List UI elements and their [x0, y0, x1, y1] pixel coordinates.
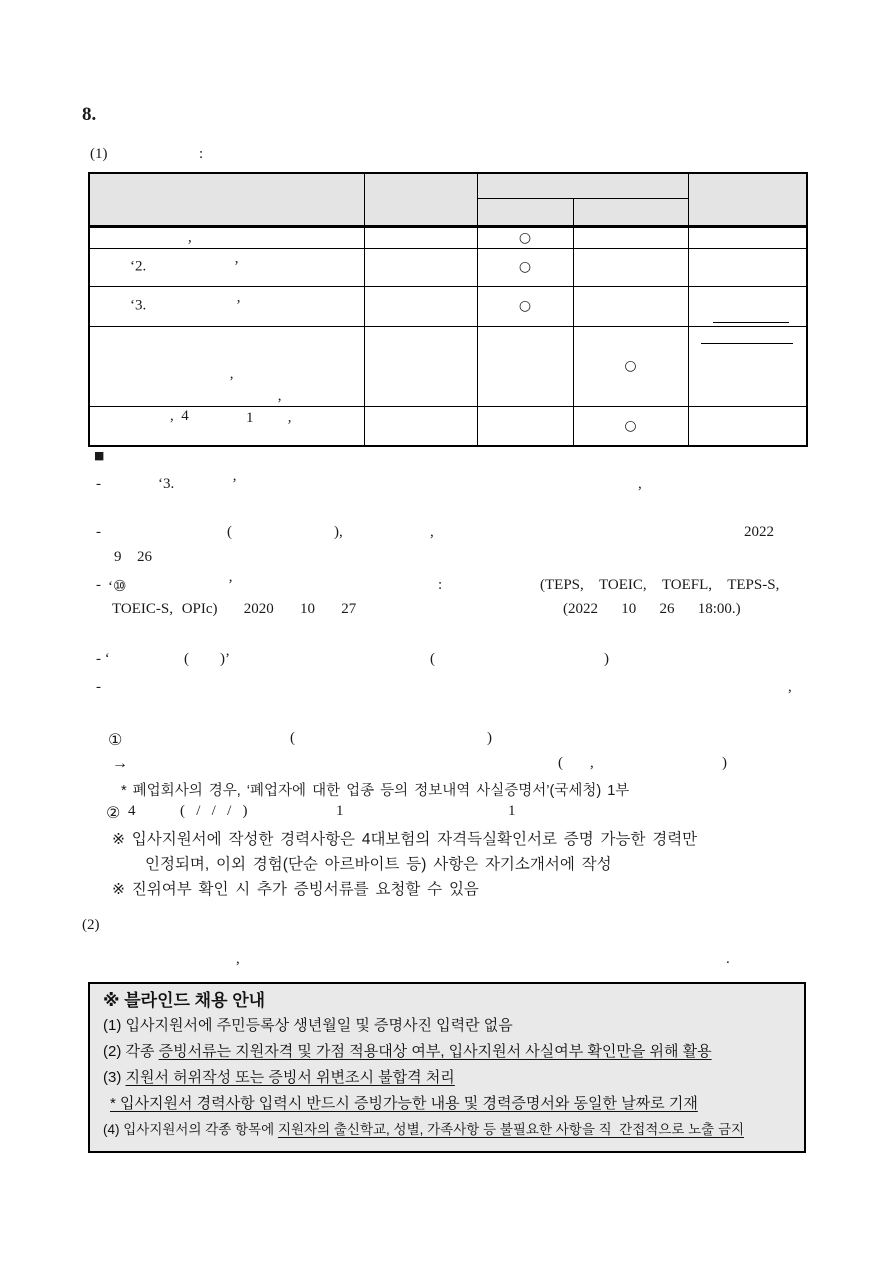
circled-2-icon: ② — [106, 805, 121, 822]
attachment-item-2 — [0, 803, 893, 825]
text-fragment: ‘⑩ — [108, 579, 127, 595]
text-fragment: , — [236, 951, 240, 967]
table-row-2 — [89, 248, 807, 286]
blank-underline — [701, 343, 793, 344]
note-line-5 — [0, 679, 893, 701]
text-fragment: ’ — [232, 476, 237, 492]
note-text: 인정되며, 이외 경험(단순 아르바이트 등) 사항은 자기소개서에 작성 — [145, 856, 612, 873]
closed-business-note — [0, 779, 893, 801]
row4-label-cell — [89, 326, 364, 426]
empty-cell — [688, 406, 807, 446]
text-fragment: ) — [722, 755, 727, 771]
summary-table — [88, 172, 808, 447]
test-list-fragment: TOEIC-S, OPIc) 2020 10 27 — [112, 601, 357, 617]
colon: : — [199, 146, 204, 162]
notice-item-3 — [103, 1065, 791, 1091]
subsection-2-line — [0, 917, 893, 939]
table-row-4 — [89, 326, 807, 406]
subsection-2-text-line — [0, 951, 893, 973]
row3-note-cell — [688, 286, 807, 326]
subsection-1-line — [0, 146, 893, 168]
notice-item-4-underlined: 지원자의 출신학교, 성별, 가족사항 등 불필요한 사항을 직 간접적으로 노출 금지 — [277, 1122, 745, 1137]
notice-item-3-underlined: 지원서 허위작성 또는 증빙서 위변조시 불합격 처리 — [125, 1069, 455, 1086]
text-fragment: , — [430, 524, 434, 540]
subsection-1-label: (1) — [90, 146, 108, 162]
header-col-4 — [688, 173, 807, 226]
text-fragment: ‘2. — [130, 258, 147, 275]
blank-underline — [713, 322, 789, 323]
header-subcol-2 — [573, 198, 688, 226]
text-fragment: ( — [558, 755, 563, 771]
text-fragment: , — [188, 229, 192, 245]
note-text: ※ 입사지원서에 작성한 경력사항은 4대보험의 자격득실확인서로 증명 가능한 경력만 — [112, 831, 698, 848]
text-fragment: ‘3. — [158, 476, 175, 492]
check-mark: ○ — [477, 286, 573, 326]
empty-cell — [688, 226, 807, 248]
row5-label-cell — [89, 406, 364, 446]
circled-1-icon: ① — [108, 732, 123, 749]
notice-item-3-prefix: (3) — [103, 1069, 126, 1086]
square-bullet-icon: ■ — [94, 449, 105, 462]
notice-item-1: (1) 입사지원서에 주민등록상 생년월일 및 증명사진 입력란 없음 — [103, 1017, 513, 1034]
empty-cell — [477, 326, 573, 406]
empty-cell — [573, 248, 688, 286]
text-fragment: ( — [227, 524, 232, 540]
notice-item-star — [103, 1091, 791, 1117]
check-mark: ○ — [477, 226, 573, 248]
text-fragment: ( — [184, 651, 189, 667]
empty-cell — [364, 248, 477, 286]
notice-item-2-prefix: (2) 각종 — [103, 1043, 159, 1060]
empty-cell — [364, 226, 477, 248]
text-fragment: 1 — [336, 803, 344, 819]
check-mark: ○ — [573, 326, 688, 406]
text-fragment: 1 — [508, 803, 516, 819]
table-header — [89, 173, 807, 226]
text-fragment: 4 — [128, 803, 136, 819]
text-fragment: ’ — [229, 374, 234, 390]
empty-cell — [688, 248, 807, 286]
text-fragment: ), — [334, 524, 343, 540]
note-text: ※ 진위여부 확인 시 추가 증빙서류를 요청할 수 있음 — [112, 881, 479, 898]
dash: - — [96, 524, 101, 540]
text-fragment: ’ — [277, 396, 282, 412]
text-fragment: )’ — [220, 651, 230, 667]
text-fragment: , 4 — [170, 408, 189, 424]
arrow-icon: → — [112, 755, 128, 772]
text-fragment: ‘3. — [130, 297, 147, 314]
empty-cell — [364, 406, 477, 446]
table-row-5 — [89, 406, 807, 446]
empty-cell — [688, 326, 807, 406]
dash: - ‘ — [96, 651, 110, 667]
text-fragment: ’ — [287, 417, 292, 434]
row2-label-cell — [89, 248, 364, 286]
notice-item-2-underlined: 증빙서류는 지원자격 및 가점 적용대상 여부, 입사지원서 사실여부 확인만을 위해 활용 — [158, 1043, 712, 1060]
deadline-fragment: (2022 10 26 18:00.) — [563, 601, 741, 617]
header-col-group — [477, 173, 688, 198]
text-fragment: ) — [604, 651, 609, 667]
text-fragment: ’ — [236, 297, 241, 314]
note-line-2 — [0, 524, 893, 546]
text-fragment: , — [590, 755, 594, 771]
empty-cell — [573, 286, 688, 326]
notice-title: ※ 블라인드 채용 안내 — [103, 991, 266, 1010]
career-note-line-1 — [0, 827, 893, 849]
text-fragment: 1 — [246, 410, 254, 426]
text-fragment: ) — [487, 730, 492, 746]
note-line-2b — [0, 549, 893, 571]
note-line-3 — [0, 577, 893, 599]
row1-label-cell — [89, 226, 364, 248]
header-subcol-1 — [477, 198, 573, 226]
verification-note-line — [0, 877, 893, 899]
career-note-line-2 — [0, 852, 893, 874]
section-heading: 8. — [82, 104, 97, 125]
arrow-line — [0, 755, 893, 777]
text-fragment: 26 — [137, 549, 152, 565]
header-col-2 — [364, 173, 477, 226]
empty-cell — [364, 326, 477, 406]
text-fragment: , — [638, 476, 642, 492]
dash: - — [96, 476, 101, 492]
subsection-2-label: (2) — [82, 917, 100, 933]
note-line-1 — [0, 476, 893, 498]
table-row-1 — [89, 226, 807, 248]
check-mark: ○ — [573, 406, 688, 446]
text-fragment: ( — [430, 651, 435, 667]
dash: - — [96, 679, 101, 695]
dash: - — [96, 577, 101, 593]
attachment-item-1 — [0, 730, 893, 752]
text-fragment: , — [788, 679, 792, 695]
text-fragment: : — [438, 577, 443, 593]
text-fragment: ’ — [234, 258, 239, 275]
year-fragment: 2022 — [744, 524, 774, 540]
table-row-3 — [89, 286, 807, 326]
text-fragment: 9 — [114, 549, 122, 565]
text-fragment: . — [726, 951, 730, 967]
empty-cell — [364, 286, 477, 326]
notice-item-4 — [103, 1117, 791, 1143]
empty-cell — [477, 406, 573, 446]
notice-item-2 — [103, 1039, 791, 1065]
note-line-4 — [0, 651, 893, 673]
empty-cell — [573, 226, 688, 248]
notice-item-4-prefix: (4) 입사지원서의 각종 항목에 — [103, 1122, 278, 1137]
note-text: * 폐업회사의 경우, ‘폐업자에 대한 업종 등의 정보내역 사실증명서’(국세청) 1부 — [121, 783, 630, 799]
text-fragment: ’ — [228, 577, 233, 593]
header-col-1 — [89, 173, 364, 226]
blind-hiring-notice-box — [88, 982, 806, 1153]
test-list-fragment: (TEPS, TOEIC, TOEFL, TEPS-S, — [540, 577, 780, 593]
row3-label-cell — [89, 286, 364, 326]
text-fragment: ( / / / ) — [180, 803, 248, 819]
check-mark: ○ — [477, 248, 573, 286]
notice-item-star-underlined: * 입사지원서 경력사항 입력시 반드시 증빙가능한 내용 및 경력증명서와 동일한 날짜로 기재 — [110, 1095, 698, 1112]
note-line-3b — [0, 601, 893, 623]
text-fragment: ( — [290, 730, 295, 746]
